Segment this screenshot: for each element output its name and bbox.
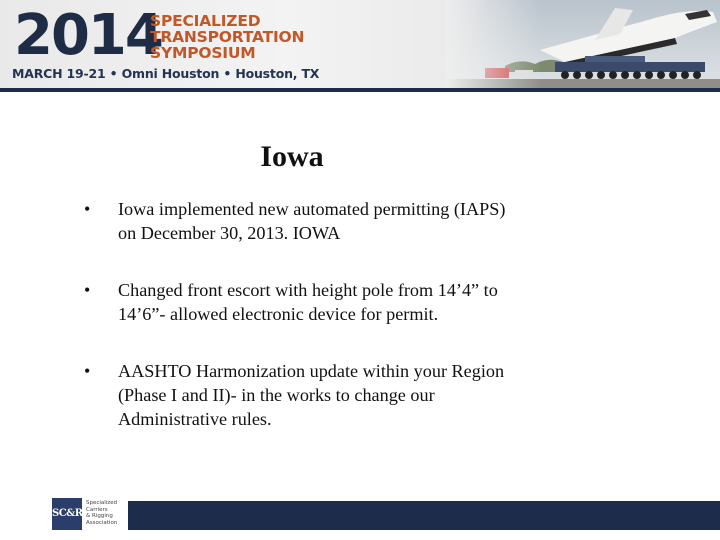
scra-logo-mark: SC&RA: [52, 498, 82, 530]
event-title-line-1: SPECIALIZED: [150, 12, 261, 30]
slide-title: Iowa: [260, 140, 324, 173]
list-item: [84, 359, 524, 431]
bullet-marker: •: [84, 361, 91, 381]
scra-logo-line-4: Association: [86, 519, 118, 526]
scra-logo-line-1: Specialized: [86, 500, 118, 506]
scra-logo-line-2: Carriers: [86, 506, 108, 513]
footer-bar: [128, 501, 720, 530]
event-title: [150, 13, 304, 61]
list-item: [84, 278, 524, 326]
event-date-location: MARCH 19-21 • Omni Houston • Houston, TX: [12, 66, 320, 81]
event-banner: [0, 0, 720, 92]
bullet-list: [84, 197, 524, 464]
bullet-text: Changed front escort with height pole from 14’4” to 14’6”- allowed electronic device for permit.: [118, 280, 498, 324]
banner-divider: [0, 88, 720, 92]
list-item: [84, 197, 524, 245]
bullet-marker: •: [84, 280, 91, 300]
scra-logo-line-3: & Rigging: [86, 513, 113, 519]
scra-logo-text: [86, 500, 117, 526]
scra-logo: [52, 498, 124, 534]
bullet-marker: •: [84, 199, 91, 219]
event-title-line-3: SYMPOSIUM: [150, 44, 256, 62]
bullet-text: AASHTO Harmonization update within your Region (Phase I and II)- in the works to change our Administrative rules.: [118, 361, 505, 429]
event-year: 2014: [14, 3, 162, 68]
bullet-text: Iowa implemented new automated permitting (IAPS) on December 30, 2013. IOWA: [118, 199, 506, 243]
banner-photo: [445, 0, 720, 88]
event-title-line-2: TRANSPORTATION: [150, 28, 305, 46]
